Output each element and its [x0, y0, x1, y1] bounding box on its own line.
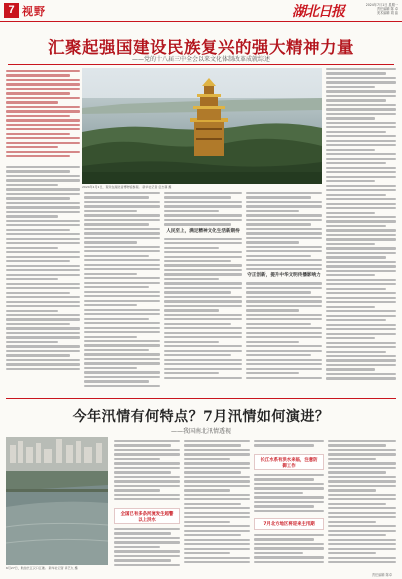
- article1-title: 汇聚起强国建设民族复兴的强大精神力量: [48, 38, 354, 57]
- article2-box3: [254, 518, 324, 530]
- header-designer: 美术编辑 胡 晶: [376, 11, 398, 16]
- article2-box1: [114, 508, 180, 524]
- article1-col1: [6, 166, 80, 394]
- flood-aerial-photo: [6, 437, 108, 565]
- article2-col3-top: [254, 440, 324, 452]
- article1-subtitle: ——党的十八届三中全会以来文化体制改革成就综述: [131, 56, 270, 63]
- section-name: 视野: [22, 6, 46, 18]
- page-footer: [0, 571, 402, 579]
- newspaper-logo: 湖北日报: [292, 4, 344, 20]
- article2-photo-caption: 6月27日，航拍长江汉口江滩。 新华社记者 肖艺九 摄: [6, 566, 78, 570]
- footer-editor: 责任编辑 陈卓: [371, 573, 392, 577]
- section-number: 7: [4, 3, 19, 18]
- article1-subhead-1: 人民至上，满足精神文化生活新期待: [166, 228, 240, 234]
- article1-photo: [82, 68, 322, 184]
- article2-col3: [254, 474, 324, 516]
- article2-col2: [184, 440, 250, 570]
- article2-box1-title: 全国已有多条河流发生超警以上洪水: [120, 512, 174, 523]
- page-header: [0, 0, 402, 22]
- article1-col-right: [326, 68, 396, 394]
- article2-box2-title: 长江水系有洪水来临，注意防御工作: [260, 458, 318, 469]
- article2-col4: [328, 440, 396, 570]
- article2-col3b: [254, 534, 324, 570]
- header-date: 2024年7月1日 星期一: [365, 3, 398, 7]
- article2-title: 今年汛情有何特点？7月汛情如何演进？: [72, 409, 330, 425]
- article1-col3: [164, 192, 242, 394]
- section-divider: [6, 398, 396, 399]
- article2-subtitle: ——我国南北汛情透视: [170, 428, 231, 435]
- article1-lead: [6, 70, 80, 162]
- article2-col1b: [114, 528, 180, 570]
- yellow-crane-tower-photo: [82, 68, 322, 184]
- article1-col2: [84, 192, 160, 394]
- article2-box3-title: 7月北方地区将迎来主汛期: [263, 522, 315, 527]
- header-meta: [342, 3, 398, 16]
- article2-box2: [254, 454, 324, 470]
- article1-photo-caption: 2024年1月1日，观众在湖北省博物馆参观。 新华社记者 伍志尊 摄: [82, 185, 172, 189]
- article2-photo: [6, 437, 108, 565]
- article1-col4: [246, 192, 322, 394]
- header-editor: 责任编辑 陈 卓: [376, 7, 398, 12]
- article1-subhead-2: 守正创新，提升中华文明传播影响力: [247, 273, 321, 279]
- title-rule: [8, 64, 394, 65]
